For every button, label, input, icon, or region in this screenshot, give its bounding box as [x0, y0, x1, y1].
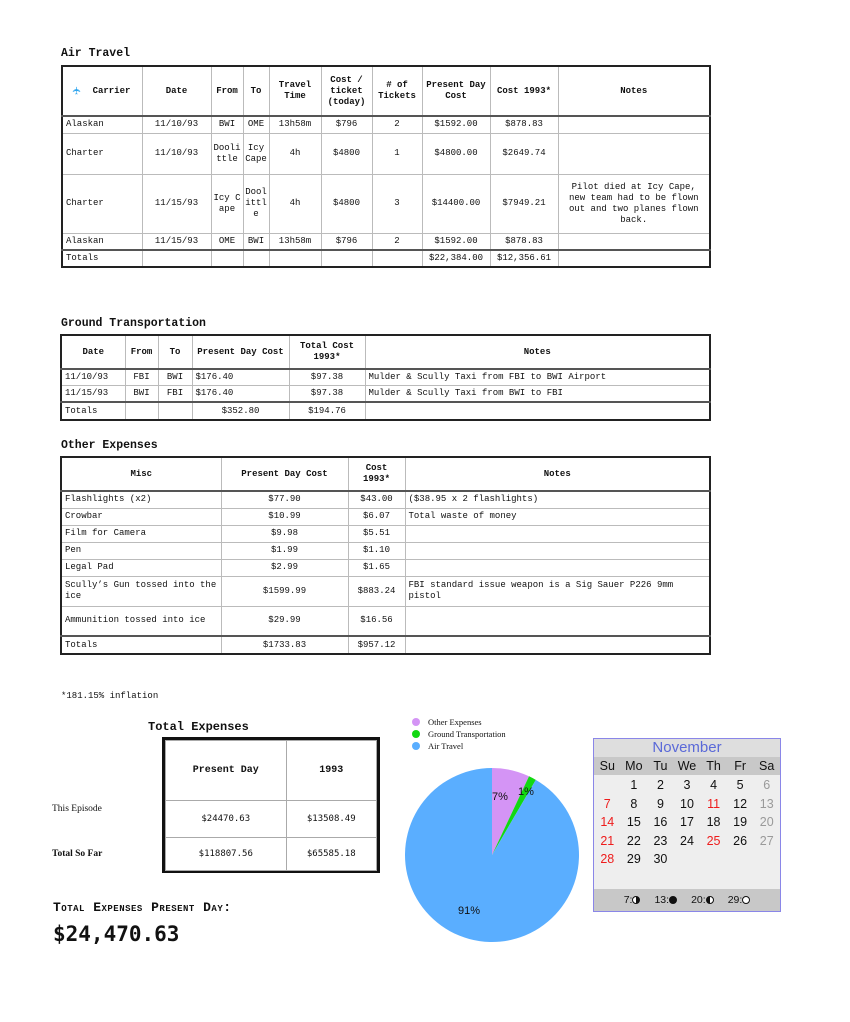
empty-cell: [211, 250, 243, 267]
cell-cost-1993: $878.83: [490, 233, 558, 250]
empty-cell: [365, 402, 710, 420]
weekday-label: Mo: [625, 759, 643, 773]
col-from: From: [211, 66, 243, 116]
legend-ground-transportation: Ground Transportation: [412, 729, 506, 739]
cell-num-tickets: 1: [372, 133, 422, 174]
legend-dot: [412, 730, 420, 738]
calendar-day[interactable]: 10: [680, 796, 694, 811]
calendar-day[interactable]: 16: [653, 815, 668, 829]
cell-misc: Scully’s Gun tossed into the ice: [61, 576, 221, 606]
weekday-label: Tu: [653, 759, 668, 773]
calendar-day[interactable]: 30: [653, 852, 668, 866]
pie-label-air-travel: 91%: [457, 905, 481, 917]
cell-date: 11/10/93: [142, 133, 211, 174]
empty-cell: [558, 250, 710, 267]
cell-date: 11/15/93: [142, 174, 211, 233]
row-total-so-far: [166, 838, 377, 871]
weekday-label: Sa: [759, 759, 775, 773]
moon-phase-day: 7:: [623, 894, 633, 906]
calendar-day[interactable]: 1: [630, 778, 638, 792]
cell-notes: ($38.95 x 2 flashlights): [405, 491, 710, 508]
cell-present-day-cost: $176.40: [192, 369, 289, 386]
cell-date: 11/10/93: [61, 369, 125, 386]
total-so-far-1993: $65585.18: [286, 838, 376, 871]
cell-cost-per-ticket: $4800: [321, 133, 372, 174]
cell-to: BWI: [158, 369, 192, 386]
cell-present-day-cost: $1592.00: [422, 233, 490, 250]
cell-cost-per-ticket: $796: [321, 233, 372, 250]
cell-cost-1993: $2649.74: [490, 133, 558, 174]
cell-cost-per-ticket: $796: [321, 116, 372, 133]
calendar-day[interactable]: 17: [680, 815, 694, 829]
empty-cell: [269, 250, 321, 267]
cell-notes: [558, 133, 710, 174]
other-expense-row: [61, 606, 710, 636]
ground-title: Ground Transportation: [61, 317, 206, 330]
cell-to: Icy Cape: [243, 133, 269, 174]
cell-total-cost-1993: $97.38: [289, 386, 365, 403]
cell-notes: [558, 116, 710, 133]
calendar-widget: [593, 738, 781, 912]
total-expenses-box: [162, 737, 380, 873]
cell-present-day-cost: $1592.00: [422, 116, 490, 133]
ground-header-row: [61, 335, 710, 369]
col-notes: Notes: [558, 66, 710, 116]
cell-misc: Flashlights (x2): [61, 491, 221, 508]
totals-present: $22,384.00: [422, 250, 490, 267]
cell-date: 11/10/93: [142, 116, 211, 133]
moon-phases: [594, 889, 780, 911]
cell-present-day-cost: $176.40: [192, 386, 289, 403]
cell-to: FBI: [158, 386, 192, 403]
airplane-icon: ✈: [69, 86, 86, 95]
cell-travel-time: 4h: [269, 174, 321, 233]
ground-totals-row: [61, 402, 710, 420]
moon-phase-day: 29:: [727, 894, 743, 906]
calendar-day[interactable]: 22: [626, 833, 641, 848]
cell-num-tickets: 3: [372, 174, 422, 233]
cell-notes: [405, 542, 710, 559]
col-date: Date: [142, 66, 211, 116]
calendar-day[interactable]: 3: [683, 778, 691, 792]
cell-num-tickets: 2: [372, 116, 422, 133]
other-expense-row: [61, 525, 710, 542]
other-expense-row: [61, 542, 710, 559]
empty-cell: [243, 250, 269, 267]
empty-cell: [142, 250, 211, 267]
other-expense-row: [61, 508, 710, 525]
inflation-footnote: *181.15% inflation: [61, 691, 159, 701]
cell-from: Icy Cape: [211, 174, 243, 233]
totals-1993: $957.12: [348, 636, 405, 654]
cell-present-day-cost: $10.99: [221, 508, 348, 525]
calendar-day[interactable]: 24: [680, 833, 694, 848]
col-cost-per-ticket: Cost / ticket (today): [321, 66, 372, 116]
col-notes: Notes: [365, 335, 710, 369]
cell-carrier: Alaskan: [62, 116, 142, 133]
cell-num-tickets: 2: [372, 233, 422, 250]
cell-present-day-cost: $29.99: [221, 606, 348, 636]
col-cost-1993: Cost 1993*: [348, 457, 405, 491]
col-num-tickets: # of Tickets: [372, 66, 422, 116]
row-this-episode: [166, 801, 377, 838]
cell-notes: [405, 559, 710, 576]
moon-last-quarter-icon: [706, 896, 714, 904]
calendar-day[interactable]: 13: [759, 796, 774, 811]
cell-cost-1993: $1.10: [348, 542, 405, 559]
col-carrier: ✈ Carrier: [62, 66, 142, 116]
cell-cost-1993: $5.51: [348, 525, 405, 542]
totals-present: $1733.83: [221, 636, 348, 654]
cell-from: Doolittle: [211, 133, 243, 174]
col-present-day-cost: Present Day Cost: [422, 66, 490, 116]
other-expenses-table: [60, 456, 711, 655]
cell-cost-1993: $16.56: [348, 606, 405, 636]
moon-phase-last-quarter: [691, 894, 714, 906]
this-episode-present: $24470.63: [166, 801, 287, 838]
calendar-day[interactable]: 29: [626, 852, 641, 866]
ground-row: [61, 369, 710, 386]
calendar-day[interactable]: 19: [733, 815, 748, 829]
col-total-cost-1993: Total Cost 1993*: [289, 335, 365, 369]
cell-present-day-cost: $4800.00: [422, 133, 490, 174]
cell-cost-1993: $6.07: [348, 508, 405, 525]
calendar-day[interactable]: 18: [706, 815, 721, 829]
moon-phase-day: 13:: [654, 894, 670, 906]
other-expense-row: [61, 491, 710, 508]
cell-cost-1993: $883.24: [348, 576, 405, 606]
moon-phase-first-quarter: [624, 894, 641, 906]
col-present-day-cost: Present Day Cost: [192, 335, 289, 369]
col-to: To: [158, 335, 192, 369]
calendar-day[interactable]: 28: [600, 852, 615, 866]
calendar-day[interactable]: 26: [733, 833, 748, 848]
air-travel-row: [62, 133, 710, 174]
air-travel-row: [62, 174, 710, 233]
cell-notes: Mulder & Scully Taxi from FBI to BWI Airport: [365, 369, 710, 386]
weekday-label: We: [677, 759, 697, 773]
calendar-day[interactable]: 15: [626, 815, 641, 829]
cell-present-day-cost: $2.99: [221, 559, 348, 576]
cell-total-cost-1993: $97.38: [289, 369, 365, 386]
calendar-day[interactable]: 6: [763, 778, 771, 792]
weekday-label: Fr: [734, 759, 747, 773]
calendar-day[interactable]: 27: [759, 833, 774, 848]
air-header-row: [62, 66, 710, 116]
cell-from: BWI: [211, 116, 243, 133]
calendar-day[interactable]: 12: [733, 796, 748, 811]
moon-full-icon: [669, 896, 677, 904]
cell-from: BWI: [125, 386, 158, 403]
legend-dot: [412, 718, 420, 726]
cell-carrier: Charter: [62, 133, 142, 174]
total-present-day-label: Total Expenses Present Day:: [53, 900, 232, 915]
cell-misc: Legal Pad: [61, 559, 221, 576]
calendar-weekdays: [594, 757, 780, 775]
totals-label: Totals: [61, 636, 221, 654]
calendar-day[interactable]: 14: [600, 815, 615, 829]
row-label-total-so-far: Total So Far: [52, 849, 103, 859]
cell-cost-1993: $878.83: [490, 116, 558, 133]
cell-notes: Total waste of money: [405, 508, 710, 525]
cell-present-day-cost: $1599.99: [221, 576, 348, 606]
moon-new-icon: [742, 896, 750, 904]
this-episode-1993: $13508.49: [286, 801, 376, 838]
totals-1993: $12,356.61: [490, 250, 558, 267]
air-travel-title: Air Travel: [61, 47, 131, 60]
legend-air-travel: Air Travel: [412, 741, 463, 751]
calendar-days: [594, 775, 780, 887]
cell-notes: [405, 525, 710, 542]
cell-to: OME: [243, 116, 269, 133]
cell-cost-1993: $1.65: [348, 559, 405, 576]
air-totals-row: [62, 250, 710, 267]
cell-carrier: Alaskan: [62, 233, 142, 250]
calendar-day[interactable]: 5: [736, 778, 744, 792]
col-to: To: [243, 66, 269, 116]
cell-misc: Crowbar: [61, 508, 221, 525]
col-present-day: Present Day: [166, 741, 287, 801]
cell-present-day-cost: $14400.00: [422, 174, 490, 233]
totals-1993: $194.76: [289, 402, 365, 420]
pie-label-other-expenses: 7%: [492, 791, 508, 803]
weekday-label: Th: [706, 759, 721, 773]
legend-dot: [412, 742, 420, 750]
empty-cell: [372, 250, 422, 267]
other-header-row: [61, 457, 710, 491]
calendar-day[interactable]: 9: [656, 796, 664, 811]
air-travel-row: [62, 233, 710, 250]
empty-cell: [405, 636, 710, 654]
calendar-day[interactable]: 4: [710, 778, 718, 792]
cell-from: FBI: [125, 369, 158, 386]
total-present-day-value: $24,470.63: [53, 922, 180, 946]
weekday-label: Su: [599, 759, 615, 773]
cell-date: 11/15/93: [142, 233, 211, 250]
calendar-blank: [594, 776, 621, 795]
moon-phase-new: [728, 894, 751, 906]
calendar-day[interactable]: 11: [707, 796, 721, 811]
totals-present: $352.80: [192, 402, 289, 420]
empty-cell: [158, 402, 192, 420]
calendar-day[interactable]: 21: [600, 833, 615, 848]
empty-cell: [321, 250, 372, 267]
moon-phase-day: 20:: [691, 894, 706, 906]
other-title: Other Expenses: [61, 439, 158, 452]
col-from: From: [125, 335, 158, 369]
moon-phase-full: [654, 894, 677, 906]
row-label-this-episode: This Episode: [52, 804, 102, 814]
calendar-day[interactable]: 7: [603, 796, 611, 811]
col-misc: Misc: [61, 457, 221, 491]
col-1993: 1993: [286, 741, 376, 801]
cell-notes: Pilot died at Icy Cape, new team had to be flown out and two planes flown back.: [558, 174, 710, 233]
cell-misc: Pen: [61, 542, 221, 559]
legend-other-expenses: Other Expenses: [412, 717, 482, 727]
other-totals-row: [61, 636, 710, 654]
moon-first-quarter-icon: [632, 896, 640, 904]
totals-label: Totals: [62, 250, 142, 267]
cell-to: BWI: [243, 233, 269, 250]
ground-table: [60, 334, 711, 421]
total-so-far-present: $118807.56: [166, 838, 287, 871]
calendar-day[interactable]: 2: [656, 778, 664, 792]
cell-notes: FBI standard issue weapon is a Sig Sauer P226 9mm pistol: [405, 576, 710, 606]
calendar-month: November: [594, 739, 780, 757]
cell-travel-time: 13h58m: [269, 116, 321, 133]
col-notes: Notes: [405, 457, 710, 491]
total-expenses-title: Total Expenses: [148, 720, 249, 734]
expense-pie-chart: [400, 760, 590, 950]
calendar-day[interactable]: 20: [759, 815, 774, 829]
air-travel-table: [61, 65, 711, 268]
cell-cost-per-ticket: $4800: [321, 174, 372, 233]
ground-row: [61, 386, 710, 403]
cell-present-day-cost: $77.90: [221, 491, 348, 508]
col-travel-time: Travel Time: [269, 66, 321, 116]
air-travel-row: [62, 116, 710, 133]
cell-misc: Film for Camera: [61, 525, 221, 542]
other-expense-row: [61, 576, 710, 606]
cell-to: Doolittle: [243, 174, 269, 233]
cell-cost-1993: $43.00: [348, 491, 405, 508]
cell-travel-time: 13h58m: [269, 233, 321, 250]
col-cost-1993: Cost 1993*: [490, 66, 558, 116]
calendar-day[interactable]: 25: [706, 833, 721, 848]
cell-notes: Mulder & Scully Taxi from BWI to FBI: [365, 386, 710, 403]
calendar-day[interactable]: 23: [653, 833, 668, 848]
calendar-day[interactable]: 8: [630, 796, 638, 811]
other-expense-row: [61, 559, 710, 576]
cell-carrier: Charter: [62, 174, 142, 233]
cell-present-day-cost: $9.98: [221, 525, 348, 542]
totals-label: Totals: [61, 402, 125, 420]
cell-notes: [558, 233, 710, 250]
pie-label-ground-transportation: 1%: [518, 786, 534, 798]
cell-cost-1993: $7949.21: [490, 174, 558, 233]
cell-present-day-cost: $1.99: [221, 542, 348, 559]
empty-cell: [125, 402, 158, 420]
col-date: Date: [61, 335, 125, 369]
cell-travel-time: 4h: [269, 133, 321, 174]
cell-date: 11/15/93: [61, 386, 125, 403]
cell-from: OME: [211, 233, 243, 250]
col-present-day-cost: Present Day Cost: [221, 457, 348, 491]
cell-notes: [405, 606, 710, 636]
cell-misc: Ammunition tossed into ice: [61, 606, 221, 636]
